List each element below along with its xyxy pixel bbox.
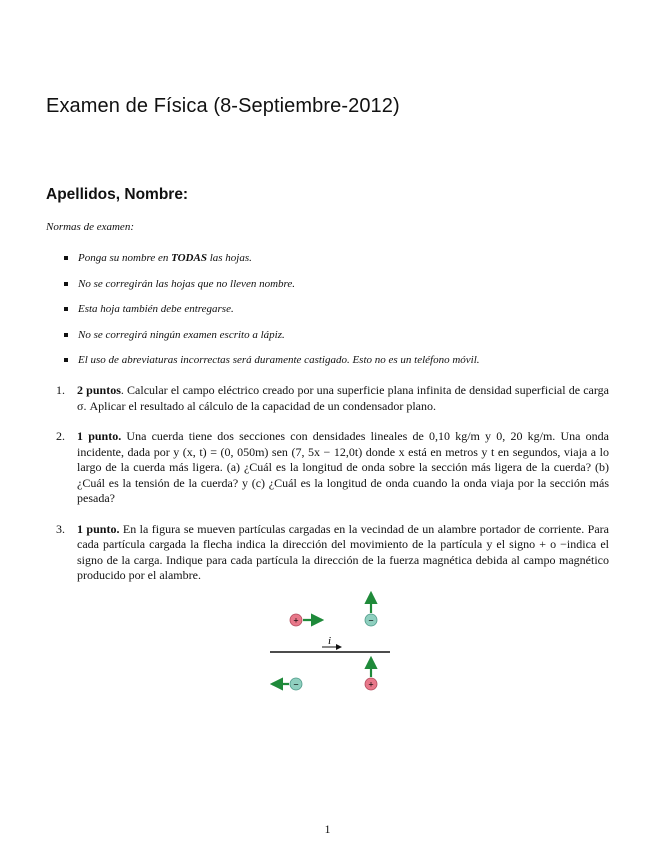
bullet-icon [64, 282, 68, 286]
bullet-icon [64, 358, 68, 362]
bullet-icon [64, 307, 68, 311]
particle-positive-bottom [365, 658, 377, 690]
question-points: 2 puntos [77, 383, 121, 397]
particle-positive-top [290, 614, 322, 626]
rule-item: Esta hoja también debe entregarse. [62, 303, 622, 329]
question-2 [46, 429, 609, 507]
charge-sign: + [293, 615, 299, 626]
question-1 [46, 383, 609, 414]
particle-negative-top [365, 593, 377, 626]
current-label: i [328, 635, 332, 647]
rule-item: No se corregirán las hojas que no lleven nombre. [62, 278, 622, 304]
rule-item: El uso de abreviaturas incorrectas será duramente castigado. Esto no es un teléfono móvil. [62, 354, 622, 380]
question-points: 1 punto. [77, 521, 120, 536]
charge-sign: + [368, 679, 374, 690]
question-text: Una cuerda tiene dos secciones con densidades lineales de 0,10 kg/m y 0, 20 kg/m. Una onda incidente, dada por y (x, t) = (0, 050m) sen (7, 5x − 12,0t) donde x está en metros y t en segundos, viaja a lo largo de la cuerda más ligera. (a) ¿Cuál es la longitud de onda sobre la sección más ligera de la cuerda? (b) ¿Cuál es la tensión de la cuerda? y (c) ¿Cuál es la longitud de onda cuando la onda viaja por la sección más pesada? [77, 429, 609, 505]
question-number: 3. [56, 521, 65, 536]
charge-sign: − [293, 679, 299, 690]
bullet-icon [64, 333, 68, 337]
question-text: . Calcular el campo eléctrico creado por una superficie plana infinita de densidad superficial de carga σ. Aplicar el resultado al cálculo de la capacidad de un condensador plano. [77, 383, 609, 413]
name-field-label: Apellidos, Nombre: [46, 186, 189, 203]
question-points: 1 punto. [77, 429, 122, 443]
question-number: 1. [56, 383, 65, 397]
page-number: 1 [324, 822, 331, 836]
particle-negative-bottom [272, 678, 302, 690]
rules-list [62, 252, 622, 380]
wire-particles-figure [266, 588, 396, 698]
bullet-icon [64, 256, 68, 260]
rules-heading: Normas de examen: [46, 221, 134, 233]
rule-item: Ponga su nombre en TODAS las hojas. [62, 252, 622, 278]
question-text: En la figura se mueven partículas cargadas en la vecindad de un alambre portador de corriente. Para cada partícula cargada la flecha indica la dirección del movimiento de la partícula y el signo + o −indica el signo de la carga. Indique para cada partícula la dirección de la fuerza magnética debida al campo magnético producido por el alambre. [77, 521, 609, 582]
questions-list [46, 383, 609, 599]
rule-item: No se corregirá ningún examen escrito a lápiz. [62, 329, 622, 355]
question-3 [46, 522, 609, 584]
exam-title: Examen de Física (8-Septiembre-2012) [46, 95, 400, 117]
charge-sign: − [368, 615, 374, 626]
question-number: 2. [56, 429, 65, 443]
